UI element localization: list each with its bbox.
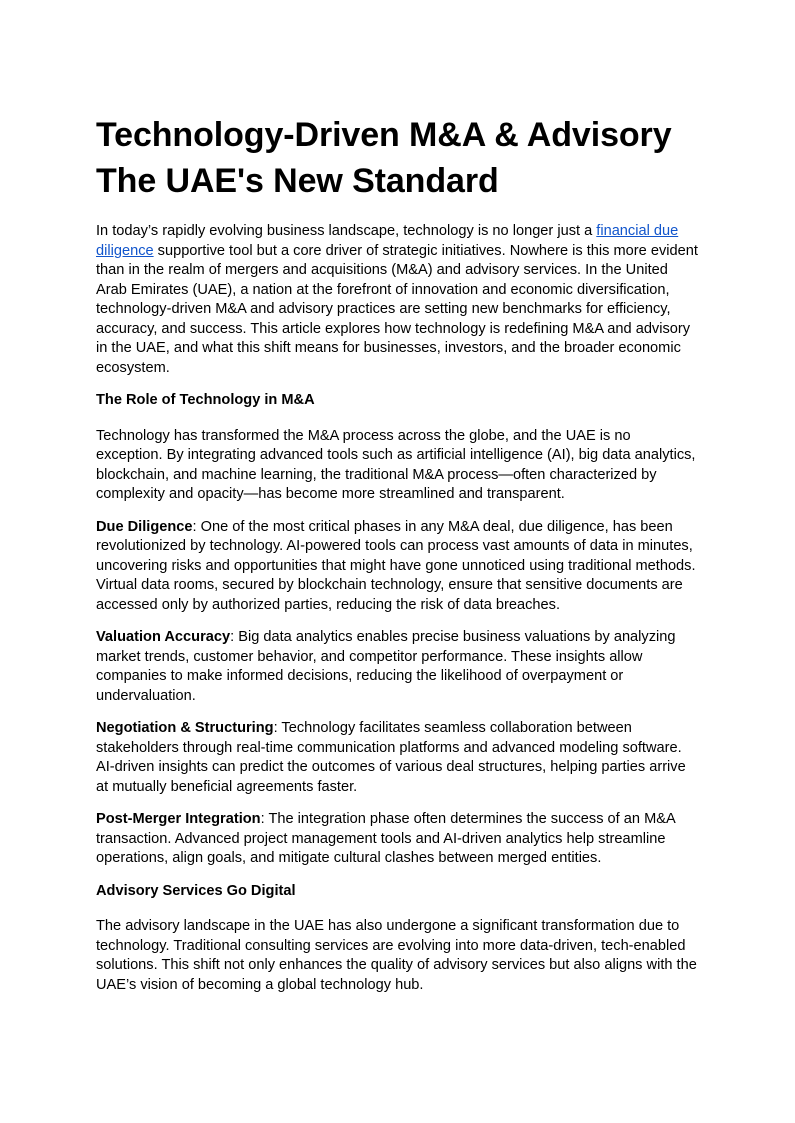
point-negotiation-structuring: [96, 719, 701, 797]
section-heading-advisory-services: Advisory Services Go Digital: [96, 882, 296, 899]
point-text: : Technology facilitates seamless collaboration between stakeholders through real-time communication platforms and advanced modeling software. AI-driven insights can predict the outcomes of various deal structures, helping parties arrive at mutually beneficial agreements faster.: [96, 720, 686, 795]
point-text: : Big data analytics enables precise business valuations by analyzing market trends, customer behavior, and competitor performance. These insights allow companies to make informed decisions, reducing the likelihood of overpayment or undervaluation.: [96, 629, 676, 704]
section-heading-role-of-technology: The Role of Technology in M&A: [96, 392, 315, 408]
title-line-1: Technology-Driven M&A & Advisory: [96, 116, 672, 154]
point-text: : One of the most critical phases in any M&A deal, due diligence, has been revolutionized by technology. AI-powered tools can process vast amounts of data in minutes, uncovering risks and opportunities that might have gone unnoticed using traditional methods. Virtual data rooms, secured by blockchain technology, ensure that sensitive documents are accessed only by authorized parties, reducing the risk of data breaches.: [96, 518, 696, 613]
section-paragraph-role-of-technology: Technology has transformed the M&A process across the globe, and the UAE is no exception. By integrating advanced tools such as artificial intelligence (AI), big data analytics, blockchain, and machine learning, the traditional M&A process—often characterized by complexity and opacity—has become more streamlined and transparent.: [96, 427, 696, 502]
intro-text-after-link: supportive tool but a core driver of strategic initiatives. Nowhere is this more evident than in the realm of mergers and acquisitions (M&A) and advisory services. In the United Arab Emirates (UAE), a nation at the forefront of innovation and economic diversification, technology-driven M&A and advisory practices are setting new benchmarks for efficiency, accuracy, and success. This article explores how technology is redefining M&A and advisory in the UAE, and what this shift means for businesses, investors, and the broader economic ecosystem.: [96, 242, 698, 376]
point-valuation-accuracy: [96, 628, 701, 706]
page-title: [96, 112, 701, 204]
point-term: Due Diligence: [96, 518, 193, 535]
point-term: Negotiation & Structuring: [96, 720, 274, 736]
intro-paragraph: [96, 222, 701, 378]
title-line-2: The UAE's New Standard: [96, 162, 499, 200]
point-post-merger-integration: [96, 810, 701, 869]
section-paragraph-advisory-services: The advisory landscape in the UAE has also undergone a significant transformation due to technology. Traditional consulting services are evolving into more data-driven, tech-enabled solutions. This shift not only enhances the quality of advisory services but also aligns with the UAE’s vision of becoming a global technology hub.: [96, 918, 697, 993]
point-term: Post-Merger Integration: [96, 811, 261, 827]
point-term: Valuation Accuracy: [96, 629, 231, 645]
financial-due-diligence-link[interactable]: financial due diligence: [96, 223, 679, 259]
intro-text-before-link: In today’s rapidly evolving business landscape, technology is no longer just a: [96, 223, 597, 239]
point-text: : The integration phase often determines the success of an M&A transaction. Advanced project management tools and AI-driven analytics help streamline operations, align goals, and mitigate cultural clashes between merged entities.: [96, 811, 675, 866]
document-page: [96, 112, 701, 1008]
point-due-diligence: [96, 518, 701, 616]
